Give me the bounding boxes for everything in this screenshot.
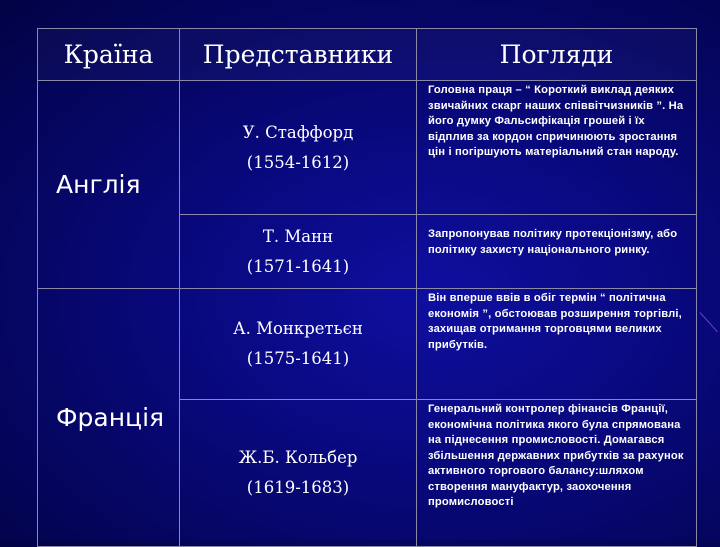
country-cell-england: Англія <box>38 81 180 289</box>
representative-cell <box>180 400 417 547</box>
views-text: Генеральний контролер фінансів Франції, економічна політика якого була спрямована на піднесення промисловості. Домагався збільшення державних прибутків за рахунок активного торгового балансу:шляхом створення мануфактур, заохочення промисловості <box>428 403 684 508</box>
views-cell <box>417 400 697 547</box>
representative-years: (1575-1641) <box>246 349 350 368</box>
header-views: Погляди <box>417 29 697 81</box>
decorative-line <box>700 312 718 332</box>
representative-years: (1619-1683) <box>246 478 350 497</box>
views-cell <box>417 81 697 215</box>
header-country: Країна <box>38 29 180 81</box>
representative-name: Т. Манн <box>262 226 334 246</box>
representative-name: А. Монкретьєн <box>233 319 363 338</box>
views-text: Головна праця – “ Короткий виклад деяких звичайних скарг наших співвітчизників ”. На його думку Фальсифікація грошей і їх відплив за кордон спричинюють зростання цін і погіршують матеріальний стан народу. <box>428 84 684 158</box>
views-text: Він вперше ввів в обіг термін “ політична економія ”, обстоював розширення торгівлі, захищав отримання торговцями великих прибутків. <box>428 292 682 351</box>
views-cell <box>417 289 697 400</box>
representative-years: (1571-1641) <box>246 256 350 276</box>
mercantilism-table <box>37 28 697 547</box>
representative-name: У. Стаффорд <box>242 122 354 142</box>
table-row <box>38 289 697 400</box>
representative-cell <box>180 81 417 215</box>
table-row <box>38 81 697 215</box>
representative-name: Ж.Б. Кольбер <box>238 448 358 467</box>
views-cell <box>417 215 697 289</box>
views-text: Запропонував політику протекціонізму, або політику захисту національного ринку. <box>428 228 678 256</box>
header-representatives: Представники <box>180 29 417 81</box>
country-cell-france: Франція <box>38 289 180 547</box>
table-header-row <box>38 29 697 81</box>
representative-cell <box>180 289 417 400</box>
representative-years: (1554-1612) <box>246 152 350 172</box>
representative-cell <box>180 215 417 289</box>
